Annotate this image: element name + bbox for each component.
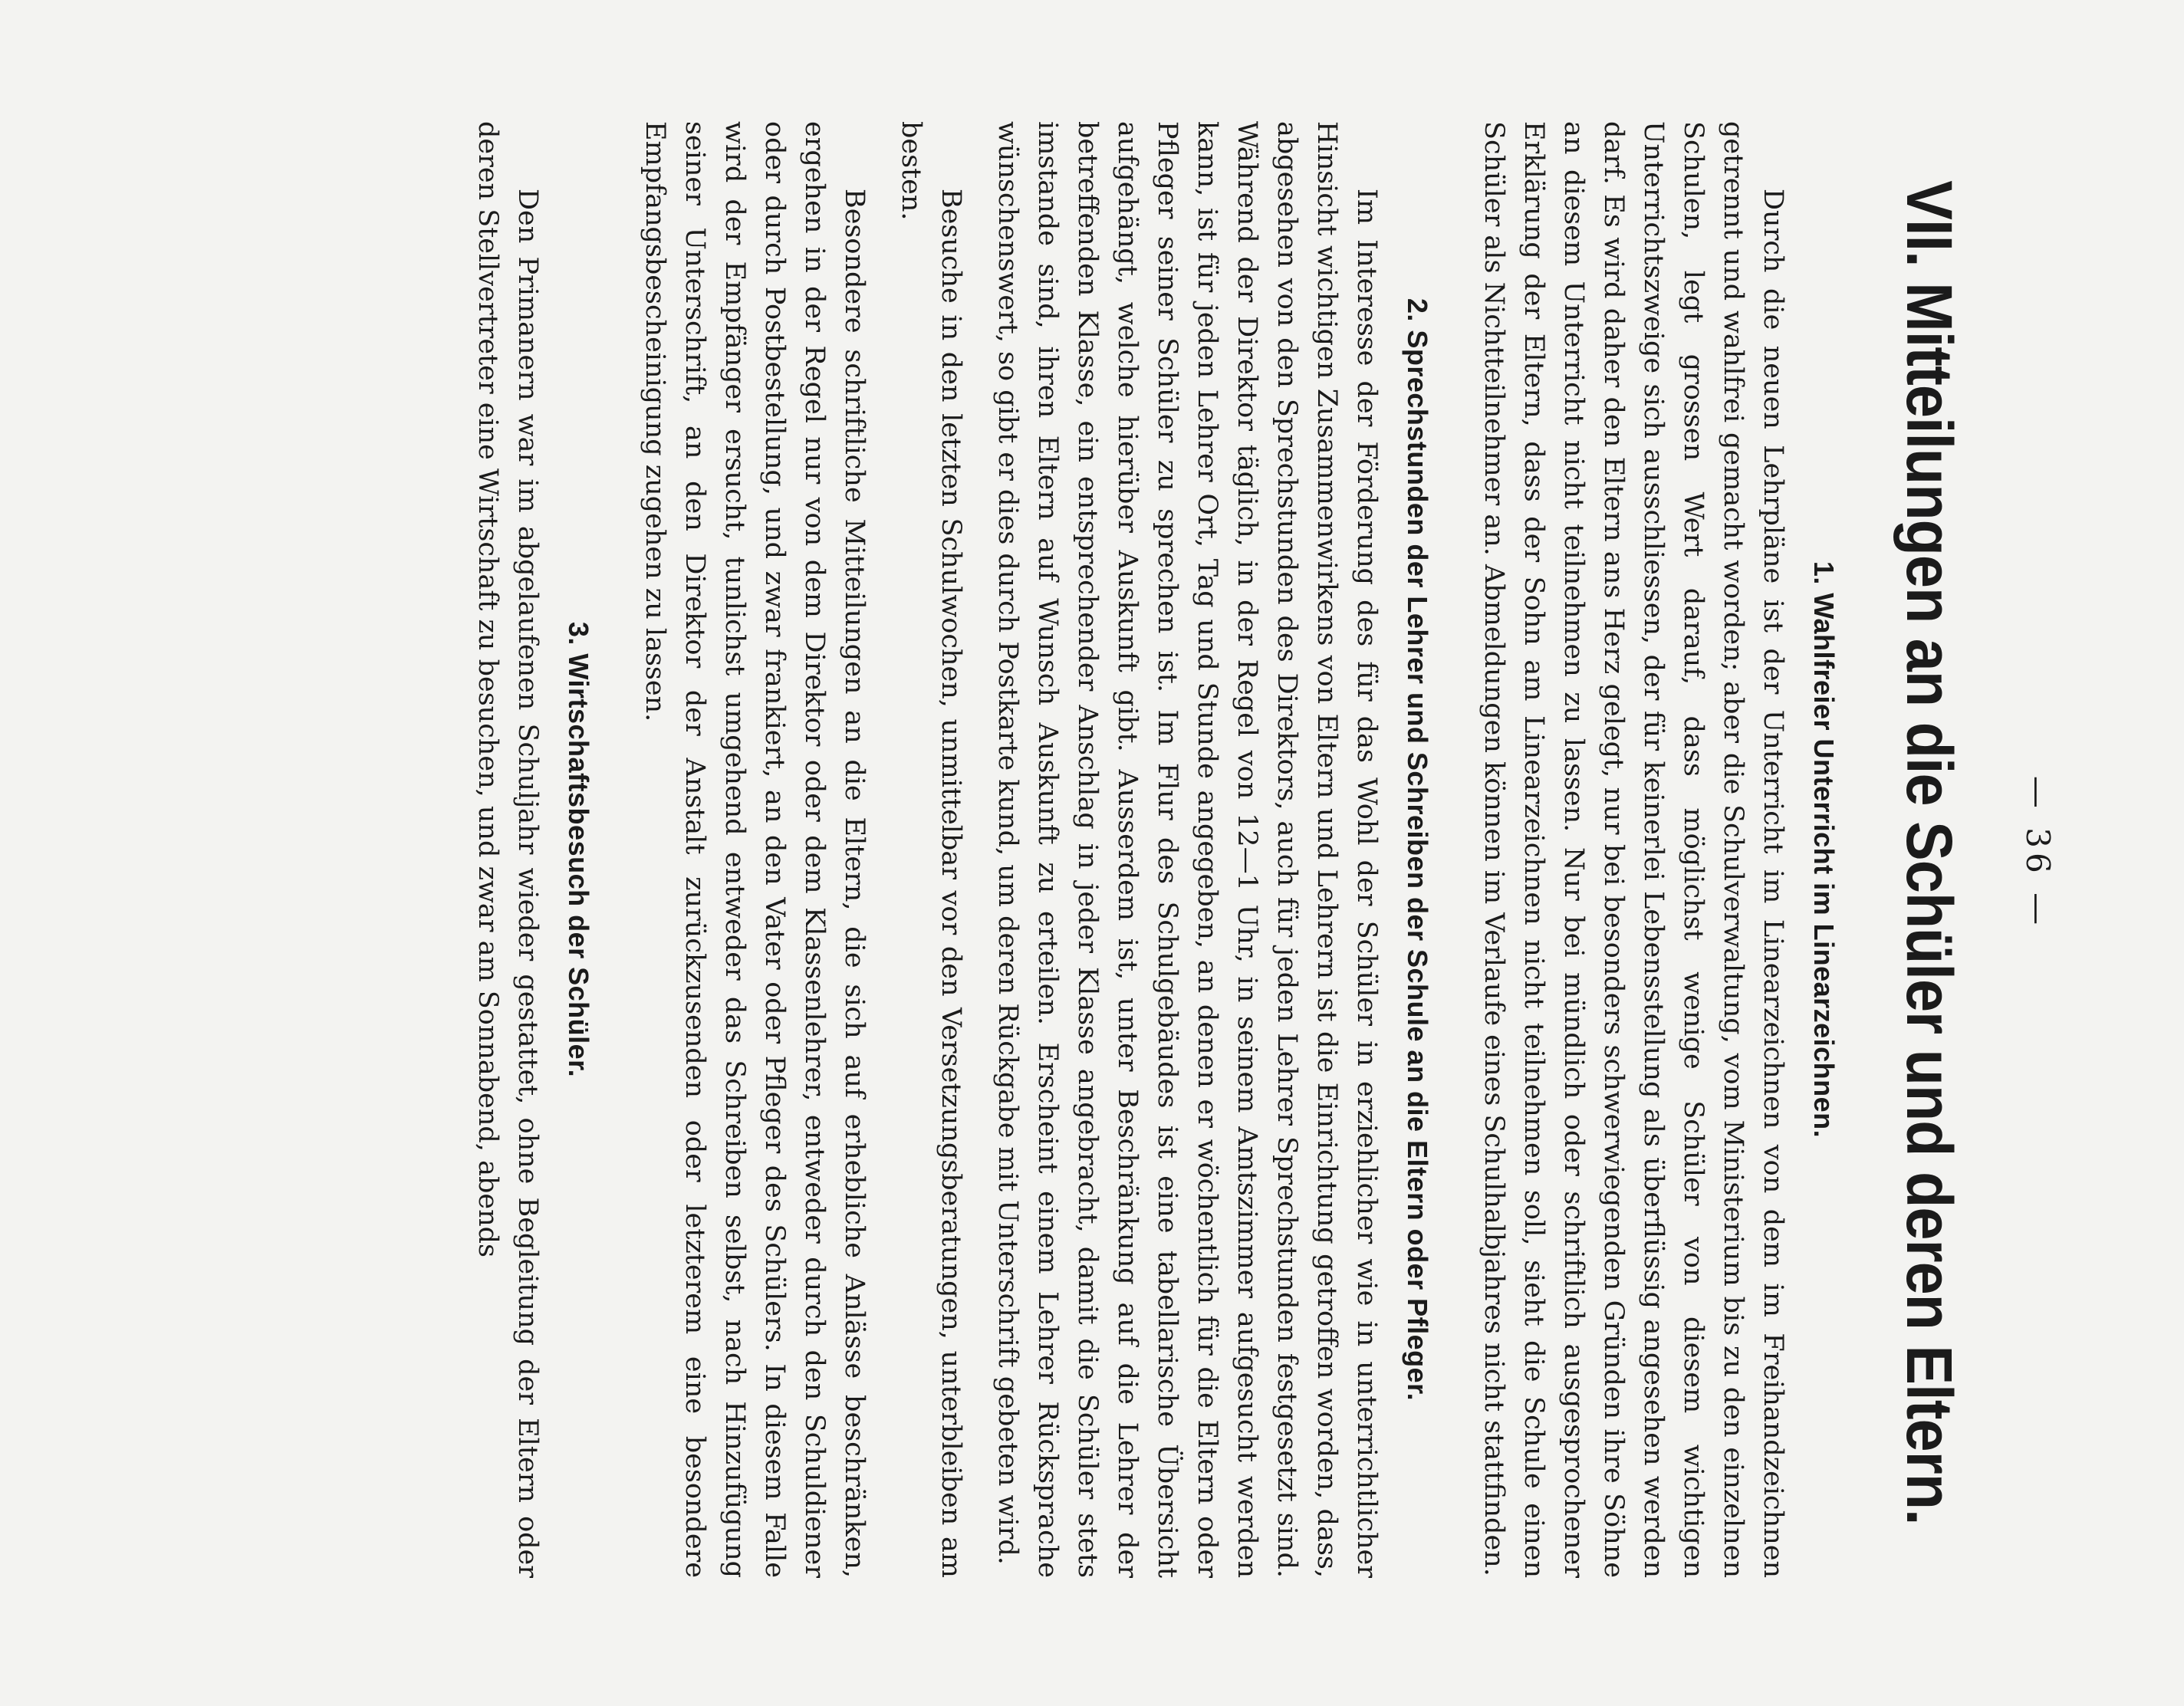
section-2-paragraph-2: Besuche in den letzten Schulwochen, unmittelbar vor den Versetzungsberatungen, unterbleiben am besten.: [896, 121, 966, 1578]
section-heading-1: 1. Wahlfreier Unterricht im Linearzeichnen.: [1808, 560, 1840, 1139]
page-title: VII. Mitteilungen an die Schüler und deren Eltern.: [1893, 180, 1965, 1525]
section-3-paragraph-1: Den Primanern war im abgelaufenen Schuljahr wieder gestattet, ohne Begleitung der Eltern oder deren Stellvertreter eine Wirtschaft zu besuchen, und zwar am Sonnabend, abends: [472, 121, 543, 1578]
section-heading-3: 3. Wirtschaftsbesuch der Schüler.: [563, 621, 594, 1078]
section-1-paragraph-1: Durch die neuen Lehrpläne ist der Unterricht im Linearzeichnen von dem im Freihandzeichnen getrennt und wahlfrei gemacht worden; aber die Schulverwaltung, vom Ministerium bis zu den einzelnen Schulen, legt grossen Wert darauf, dass möglichst wenige Schüler von diesem wichtigen Unterrichtszweige sich ausschliessen, der für keinerlei Lebensstellung als überflüssig angesehen werden darf. Es wird daher den Eltern ans Herz gelegt, nur bei besonders schwerwiegenden Gründen ihre Söhne an diesem Unterricht nicht teilnehmen zu lassen. Nur bei mündlich oder schriftlich ausgesprochener Erklärung der Eltern, dass der Sohn am Linearzeichnen nicht teilnehmen soll, sieht die Schule einen Schüler als Nichtteilnehmer an. Abmeldungen können im Verlaufe eines Schulhalbjahres nicht stattfinden.: [1478, 121, 1788, 1578]
paragraph-spacer: [971, 121, 988, 1578]
document-body: [468, 121, 1844, 1578]
paragraph-spacer: [874, 121, 891, 1578]
rotated-page-content: [110, 48, 2074, 1658]
section-2-paragraph-1: Im Interesse der Förderung des für das Wohl der Schüler in erziehlicher wie in unterrichtlicher Hinsicht wichtigen Zusammenwirkens von Eltern und Lehrern ist die Einrichtung getroffen worden, dass, abgesehen von den Sprechstunden des Direktors, auch für jeden Lehrer Sprechstunden festgesetzt sind. Während der Direktor täglich, in der Regel von 12—1 Uhr, in seinem Amtszimmer aufgesucht werden kann, ist für jeden Lehrer Ort, Tag und Stunde angegeben, an denen er wöchentlich für die Eltern oder Pfleger seiner Schüler zu sprechen ist. Im Flur des Schulgebäudes ist eine tabellarische Übersicht aufgehängt, welche hierüber Auskunft gibt. Ausserdem ist, unter Beschränkung auf die Lehrer der betreffenden Klasse, ein entsprechender Anschlag in jeder Klasse angebracht, damit die Schüler stets imstande sind, ihren Eltern auf Wunsch Auskunft zu erteilen. Erscheint einem Lehrer Rücksprache wünschenswert, so gibt er dies durch Postkarte kund, um deren Rückgabe mit Unterschrift gebeten wird.: [992, 121, 1382, 1578]
section-2-paragraph-3: Besondere schriftliche Mitteilungen an die Eltern, die sich auf erhebliche Anlässe beschränken, ergehen in der Regel nur von dem Direktor oder dem Klassenlehrer, entweder durch den Schuldiener oder durch Postbestellung, und zwar frankiert, an den Vater oder Pfleger des Schülers. In diesem Falle wird der Empfänger ersucht, tunlichst umgehend entweder das Schreiben selbst, nach Hinzufügung seiner Unterschrift, an den Direktor der Anstalt zurückzusenden oder letzterem eine besondere Empfangsbescheinigung zugehen zu lassen.: [640, 121, 870, 1578]
page-number: — 36 —: [2019, 775, 2057, 930]
section-heading-2: 2. Sprechstunden der Lehrer und Schreiben der Schule an die Eltern oder Pfleger.: [1402, 297, 1433, 1402]
